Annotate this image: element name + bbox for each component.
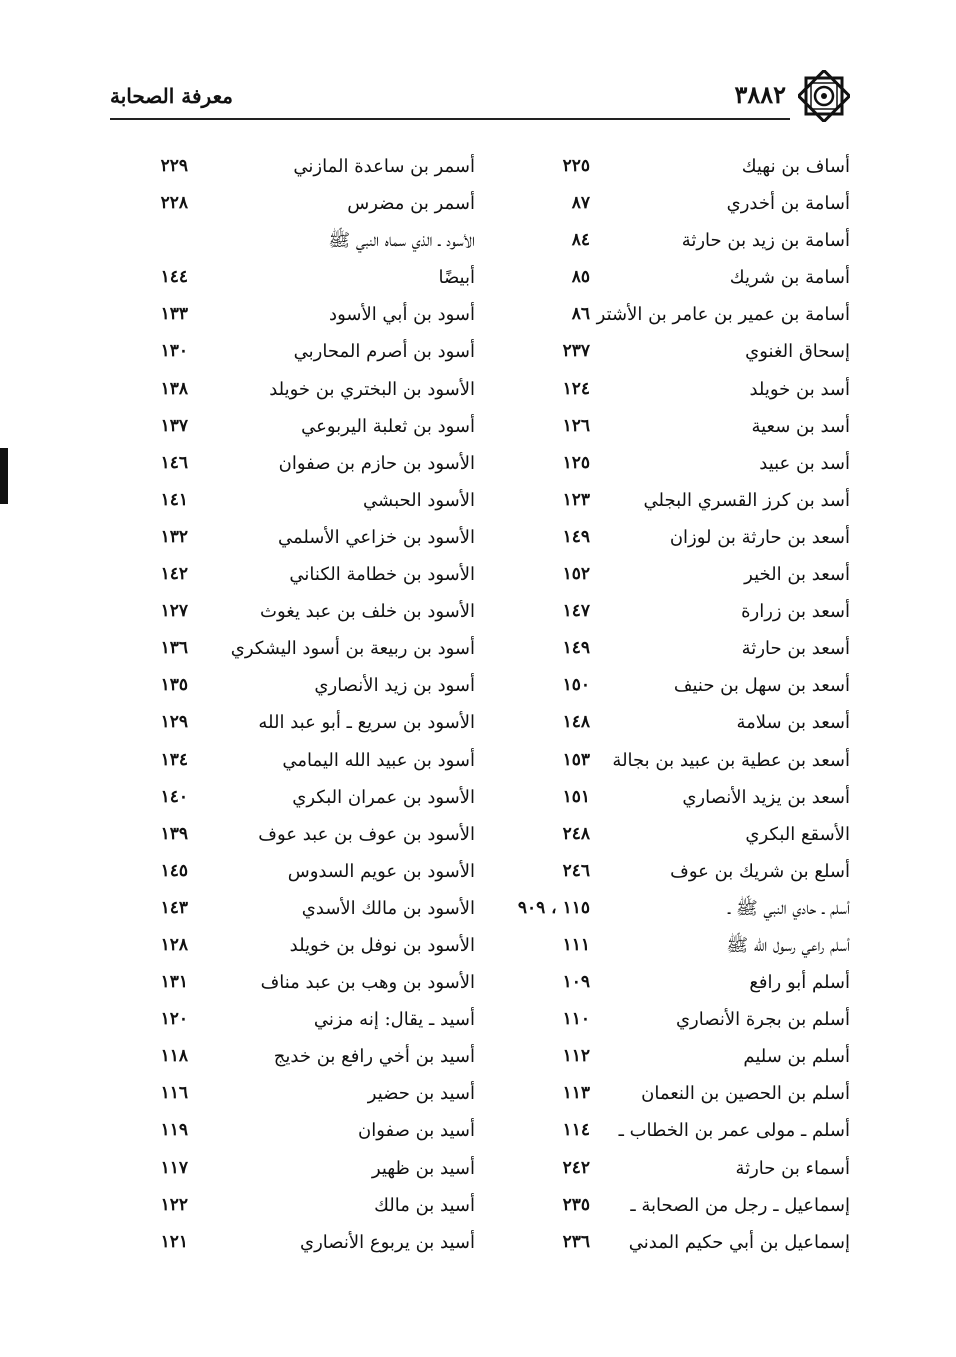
index-entry-number: ٨٥	[571, 267, 590, 288]
index-entry-name: أسامة بن عمير بن عامر بن الأشتر	[596, 304, 850, 326]
index-entry-number: ٢٢٨	[160, 193, 188, 214]
index-row	[110, 742, 850, 779]
index-row	[110, 445, 850, 482]
index-entry-number: ١٥٠	[562, 675, 590, 696]
index-entry-name: أسود بن أصرم المحاربي	[293, 341, 475, 363]
index-row	[110, 1224, 850, 1261]
index-entry-number: ١٣٧	[160, 415, 188, 436]
index-row	[110, 964, 850, 1001]
index-entry-number: ٢٤٦	[562, 860, 590, 881]
index-entry-number: ٢٣٦	[562, 1231, 590, 1252]
index-entry-number: ١٢٨	[160, 934, 188, 955]
index-entry-number: ١٤٨	[562, 712, 590, 733]
index-entry-number: ١٣٤	[160, 749, 188, 770]
index-entry-name: أسمر بن ساعدة المازني	[293, 156, 475, 177]
index-row	[110, 1038, 850, 1075]
index-entry-name: الأسود بن خطامة الكناني	[289, 564, 475, 586]
index-entry-name: أسماء بن حارثة	[735, 1157, 850, 1179]
index-row	[110, 222, 850, 259]
index-entry-name: أسامة بن شريك	[729, 267, 850, 289]
binding-mark	[0, 448, 8, 504]
index-row	[110, 667, 850, 704]
index-row	[110, 519, 850, 556]
index-entry-name: أسيد ـ يقال: إنه مزني	[313, 1009, 475, 1031]
index-entry-name: أسعد بن سهل بن حنيف	[673, 675, 850, 697]
index-row	[110, 593, 850, 630]
index-entry-name: الأسود بن البختري بن خويلد	[269, 378, 475, 400]
index-entry-number: ١٤٢	[160, 564, 188, 585]
index-entry-number: ١٥٣	[562, 749, 590, 770]
index-entry-number: ١١٣	[562, 1083, 590, 1104]
index-entry-name: الأسود بن خلف بن عبد يغوث	[260, 601, 475, 623]
index-entry-number: ٢٤٨	[562, 823, 590, 844]
index-row	[110, 1075, 850, 1112]
index-entry-number: ١١٠	[562, 1009, 590, 1030]
index-entry-number: ١٣٦	[160, 638, 188, 659]
index-table	[110, 148, 850, 1261]
index-entry-number: ١٤٣	[160, 897, 188, 918]
index-entry-number: ١٣٨	[160, 378, 188, 399]
index-entry-name: أسمر بن مضرس	[347, 193, 475, 215]
index-entry-number: ١١٩	[160, 1120, 188, 1141]
index-row	[110, 1150, 850, 1187]
index-entry-name: إسحاق الغنوي	[745, 341, 850, 363]
index-entry-number: ١٣٥	[160, 675, 188, 696]
index-row	[110, 816, 850, 853]
index-row	[110, 185, 850, 222]
index-row	[110, 259, 850, 296]
book-title: معرفة الصحابة	[110, 84, 233, 108]
index-entry-number: ١٤٠	[160, 786, 188, 807]
index-entry-number: ١٣٢	[160, 526, 188, 547]
index-entry-name: أسعد بن عطية بن عبيد بن بجالة	[612, 749, 850, 771]
index-row	[110, 704, 850, 741]
index-entry-name: أسود بن عبيد الله اليمامي	[282, 749, 475, 771]
index-entry-number: ١٢٣	[562, 489, 590, 510]
index-entry-name: أسيد بن حضير	[367, 1083, 475, 1105]
index-entry-number: ١٣٣	[160, 304, 188, 325]
index-entry-name: أسود بن أبي الأسود	[329, 304, 475, 326]
index-entry-name: الأسود بن عويم السدوس	[287, 860, 475, 882]
index-entry-name: الأسود بن خزاعي الأسلمي	[277, 526, 475, 548]
index-entry-number: ١٢٩	[160, 712, 188, 733]
index-entry-name: أسود بن زيد الأنصاري	[314, 675, 475, 697]
index-row	[110, 927, 850, 964]
index-entry-name: إسماعيل ـ رجل من الصحابة ـ	[630, 1194, 850, 1216]
index-entry-name: الأسود الحبشي	[363, 489, 475, 511]
index-entry-name: الأسود بن عمران البكري	[292, 786, 475, 808]
index-entry-number: ٢٣٧	[562, 341, 590, 362]
index-entry-number: ١٢٥	[562, 452, 590, 473]
index-entry-number: ١٢٧	[160, 601, 188, 622]
index-entry-name: أسلم بن الحصين بن النعمان	[641, 1083, 850, 1105]
index-entry-number: ٨٤	[571, 230, 590, 251]
index-entry-number: ١٣٠	[160, 341, 188, 362]
index-entry-number: ١٢١	[160, 1231, 188, 1252]
index-entry-name: أسلم ـ مولى عمر بن الخطاب ـ	[618, 1120, 850, 1142]
index-entry-name: أسامة بن زيد بن حارثة	[681, 230, 850, 252]
index-entry-name: الأسود بن حازم بن صفوان	[278, 452, 475, 474]
index-entry-number: ١٤٩	[562, 638, 590, 659]
index-entry-name: الأسود بن عوف بن عبد عوف	[258, 823, 475, 845]
index-entry-name: أبيضًا	[438, 267, 475, 289]
index-row	[110, 556, 850, 593]
index-entry-name: أسعد بن سلامة	[736, 712, 850, 734]
index-entry-name: الأسود بن نوفل بن خويلد	[289, 934, 475, 956]
index-entry-name: أسعد بن يزيد الأنصاري	[682, 786, 850, 808]
index-entry-name: أسد بن كرز القسري البجلي	[643, 489, 850, 511]
index-row	[110, 779, 850, 816]
index-entry-number: ١٤٥	[160, 860, 188, 881]
index-row	[110, 1187, 850, 1224]
index-entry-name: أسد بن عبيد	[759, 452, 850, 474]
index-entry-number: ١١٧	[160, 1157, 188, 1178]
index-entry-name: أسود بن ربيعة بن أسود اليشكري	[230, 638, 475, 660]
index-entry-number: ٨٧	[571, 193, 590, 214]
index-row	[110, 630, 850, 667]
index-entry-name: أسيد بن صفوان	[357, 1120, 475, 1142]
index-entry-number: ١١١	[562, 934, 590, 955]
index-entry-number: ١٢٤	[562, 378, 590, 399]
index-row	[110, 333, 850, 370]
index-entry-name: أسيد بن مالك	[374, 1194, 475, 1216]
page-header	[110, 70, 850, 120]
index-row	[110, 408, 850, 445]
header-rule	[110, 118, 790, 120]
index-row	[110, 1112, 850, 1149]
index-entry-number: ١٤٤	[160, 267, 188, 288]
index-entry-number: ١٤١	[160, 489, 188, 510]
index-entry-number: ١٤٧	[562, 601, 590, 622]
index-row	[110, 371, 850, 408]
index-row	[110, 853, 850, 890]
index-entry-name: الأسود ـ الذي سماه النبي ﷺ	[328, 230, 475, 252]
index-row	[110, 148, 850, 185]
index-entry-number: ١١٤	[562, 1120, 590, 1141]
index-entry-name: أسلم أبو رافع	[749, 972, 850, 994]
index-entry-name: الأسود بن وهب بن عبد مناف	[260, 972, 475, 994]
index-entry-name: أسعد بن زرارة	[741, 601, 850, 623]
index-entry-number: ١٥١	[562, 786, 590, 807]
index-entry-number: ١١٥ ، ٩٠٩	[517, 897, 590, 918]
page-number: ٣٨٨٢	[734, 80, 786, 109]
index-entry-name: أسود بن ثعلبة اليربوعي	[301, 415, 475, 437]
index-entry-number: ٢٢٩	[160, 156, 188, 176]
index-entry-number: ١٣١	[160, 972, 188, 993]
index-entry-name: أساف بن نهيك	[741, 156, 850, 177]
octagonal-star-ornament-icon	[798, 70, 850, 122]
index-row	[110, 296, 850, 333]
index-entry-number: ١١٦	[160, 1083, 188, 1104]
index-entry-name: أسيد بن ظهير	[371, 1157, 475, 1179]
index-entry-number: ١٢٠	[160, 1009, 188, 1030]
index-entry-name: أسيد بن يربوع الأنصاري	[300, 1231, 475, 1253]
index-entry-name: أسد بن خويلد	[749, 378, 850, 400]
index-row	[110, 1001, 850, 1038]
index-entry-name: أسيد بن أخي رافع بن خديج	[273, 1046, 475, 1068]
index-entry-name: الأسود بن مالك الأسدي	[301, 897, 475, 919]
index-entry-number: ١٠٩	[562, 972, 590, 993]
index-row	[110, 482, 850, 519]
index-entry-name: أسلم ـ حادي النبي ﷺ ـ	[727, 897, 850, 919]
index-entry-number: ١٤٩	[562, 526, 590, 547]
index-entry-name: إسماعيل بن أبي حكيم المدني	[628, 1231, 850, 1253]
index-entry-number: ٢٢٥	[562, 156, 590, 176]
index-entry-number: ١١٨	[160, 1046, 188, 1067]
index-entry-number: ١٥٢	[562, 564, 590, 585]
index-entry-name: أسد بن سعية	[751, 415, 850, 437]
index-entry-number: ١١٢	[562, 1046, 590, 1067]
index-entry-name: أسلع بن شريك بن عوف	[670, 860, 850, 882]
index-row	[110, 890, 850, 927]
index-entry-number: ١٣٩	[160, 823, 188, 844]
index-entry-name: أسعد بن الخير	[744, 564, 850, 586]
index-entry-name: أسلم بن بجرة الأنصاري	[675, 1009, 850, 1031]
index-entry-number: ١٢٢	[160, 1194, 188, 1215]
index-entry-name: أسلم راعي رسول الله ﷺ	[726, 934, 850, 956]
index-entry-name: الأسود بن سريع ـ أبو عبد الله	[258, 712, 475, 734]
index-entry-name: الأسقع البكري	[745, 823, 850, 845]
index-entry-number: ٢٤٢	[562, 1157, 590, 1178]
index-entry-number: ١٤٦	[160, 452, 188, 473]
index-entry-name: أسعد بن حارثة بن لوزان	[669, 526, 850, 548]
index-entry-name: أسعد بن حارثة	[741, 638, 850, 660]
index-entry-name: أسامة بن أخدري	[726, 193, 850, 215]
index-entry-number: ١٢٦	[562, 415, 590, 436]
index-entry-name: أسلم بن سليم	[743, 1046, 850, 1068]
index-entry-number: ٢٣٥	[562, 1194, 590, 1215]
index-entry-number: ٨٦	[571, 304, 590, 325]
